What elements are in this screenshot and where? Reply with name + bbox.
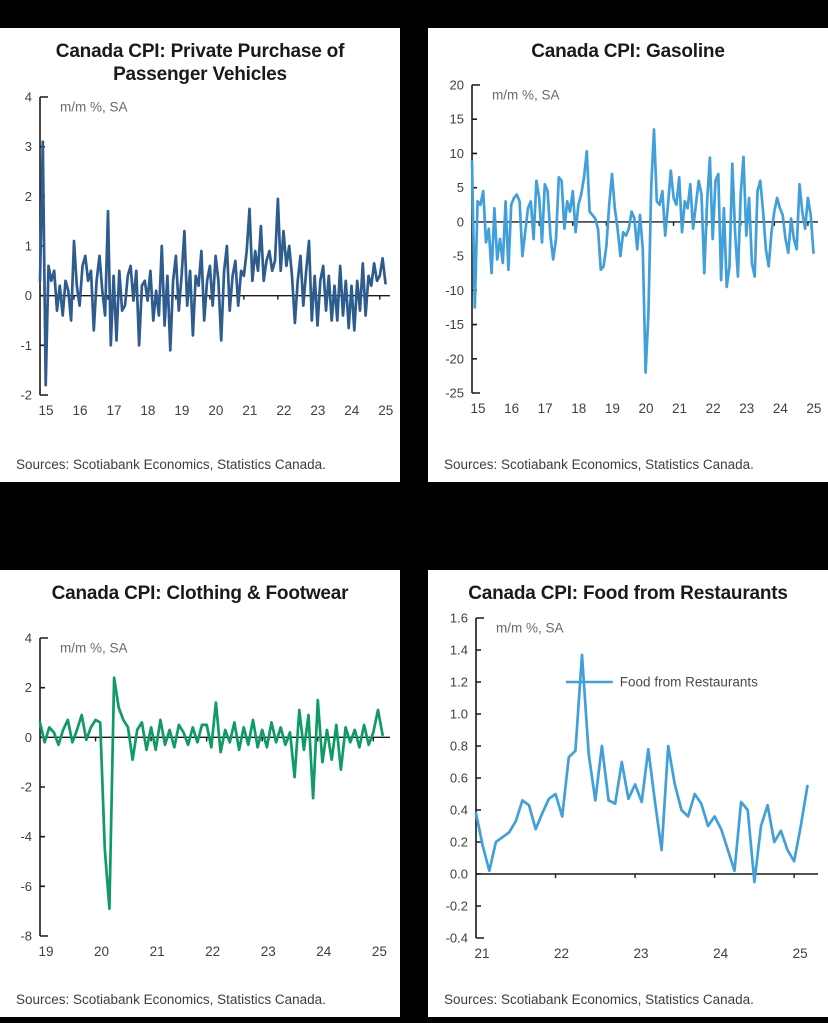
svg-text:-0.2: -0.2 <box>445 898 468 914</box>
svg-text:18: 18 <box>571 401 587 416</box>
svg-text:24: 24 <box>713 946 729 961</box>
svg-text:-25: -25 <box>445 385 464 401</box>
svg-text:20: 20 <box>208 403 224 418</box>
passenger-vehicles-line-chart <box>0 28 400 482</box>
svg-text:1: 1 <box>24 238 32 254</box>
sources-note: Sources: Scotiabank Economics, Statistics Canada. <box>16 992 326 1007</box>
sources-note: Sources: Scotiabank Economics, Statistics Canada. <box>16 457 326 472</box>
svg-text:-10: -10 <box>445 282 464 298</box>
svg-text:1.4: 1.4 <box>449 642 468 658</box>
sources-note: Sources: Scotiabank Economics, Statistics Canada. <box>444 457 754 472</box>
chart-title: Canada CPI: Clothing & Footwear <box>51 583 349 604</box>
svg-text:3: 3 <box>24 139 32 155</box>
svg-text:25: 25 <box>806 401 822 416</box>
chart-title: Canada CPI: Private Purchase of Passenger Vehicles <box>55 41 345 86</box>
svg-text:21: 21 <box>672 401 688 416</box>
svg-text:2: 2 <box>24 188 32 204</box>
svg-text:2: 2 <box>24 680 32 696</box>
svg-text:20: 20 <box>94 944 110 959</box>
svg-text:23: 23 <box>310 403 326 418</box>
svg-text:1.2: 1.2 <box>449 674 468 690</box>
svg-text:25: 25 <box>371 944 387 959</box>
svg-text:23: 23 <box>260 944 276 959</box>
svg-text:m/m %, SA: m/m %, SA <box>496 620 564 636</box>
svg-text:18: 18 <box>140 403 156 418</box>
svg-text:-5: -5 <box>452 248 464 264</box>
food-restaurants-line-chart <box>428 570 828 1017</box>
svg-text:22: 22 <box>705 401 721 416</box>
svg-text:m/m %, SA: m/m %, SA <box>492 87 560 103</box>
svg-text:0.8: 0.8 <box>449 738 468 754</box>
svg-text:-15: -15 <box>445 317 464 333</box>
svg-text:25: 25 <box>378 403 394 418</box>
svg-text:19: 19 <box>174 403 190 418</box>
svg-text:22: 22 <box>276 403 292 418</box>
svg-text:1.0: 1.0 <box>449 706 468 722</box>
svg-text:15: 15 <box>38 403 54 418</box>
svg-text:21: 21 <box>474 946 490 961</box>
svg-text:22: 22 <box>554 946 570 961</box>
svg-text:15: 15 <box>449 111 464 127</box>
svg-text:24: 24 <box>772 401 788 416</box>
svg-text:4: 4 <box>24 89 32 105</box>
gasoline-line-chart <box>428 28 828 482</box>
svg-text:4: 4 <box>24 630 32 646</box>
chart-title: Canada CPI: Food from Restaurants <box>468 583 788 604</box>
chart-panel-clothing-footwear <box>0 570 400 1017</box>
svg-text:-8: -8 <box>20 928 32 944</box>
svg-text:-6: -6 <box>20 878 32 894</box>
svg-text:0.0: 0.0 <box>449 866 468 882</box>
svg-text:m/m %, SA: m/m %, SA <box>60 640 128 656</box>
svg-text:15: 15 <box>470 401 486 416</box>
svg-text:0.2: 0.2 <box>449 834 468 850</box>
svg-text:20: 20 <box>638 401 654 416</box>
svg-text:-2: -2 <box>20 779 32 795</box>
svg-text:0: 0 <box>456 214 464 230</box>
svg-text:Food from Restaurants: Food from Restaurants <box>619 674 758 690</box>
svg-text:0.6: 0.6 <box>449 770 468 786</box>
clothing-footwear-line-chart <box>0 570 400 1017</box>
svg-text:19: 19 <box>604 401 620 416</box>
svg-text:17: 17 <box>537 401 553 416</box>
svg-text:20: 20 <box>449 77 464 93</box>
svg-text:16: 16 <box>504 401 520 416</box>
svg-text:21: 21 <box>242 403 258 418</box>
svg-text:19: 19 <box>38 944 54 959</box>
chart-panel-food-restaurants <box>428 570 828 1017</box>
svg-text:0: 0 <box>24 729 32 745</box>
svg-text:1.6: 1.6 <box>449 610 468 626</box>
chart-panel-passenger-vehicles <box>0 28 400 482</box>
chart-panel-gasoline <box>428 28 828 482</box>
svg-text:m/m %, SA: m/m %, SA <box>60 99 128 115</box>
svg-text:0.4: 0.4 <box>449 802 468 818</box>
svg-text:-4: -4 <box>20 829 32 845</box>
svg-text:25: 25 <box>792 946 808 961</box>
svg-text:-2: -2 <box>20 387 32 403</box>
svg-text:21: 21 <box>149 944 165 959</box>
svg-text:24: 24 <box>316 944 332 959</box>
svg-text:22: 22 <box>205 944 221 959</box>
svg-text:17: 17 <box>106 403 122 418</box>
svg-text:23: 23 <box>739 401 755 416</box>
chart-title: Canada CPI: Gasoline <box>531 41 725 62</box>
svg-text:-20: -20 <box>445 351 464 367</box>
svg-text:16: 16 <box>72 403 88 418</box>
svg-text:-1: -1 <box>20 337 32 353</box>
svg-text:-0.4: -0.4 <box>445 930 468 946</box>
svg-text:24: 24 <box>344 403 360 418</box>
sources-note: Sources: Scotiabank Economics, Statistics Canada. <box>444 992 754 1007</box>
svg-text:10: 10 <box>449 145 464 161</box>
svg-text:5: 5 <box>456 180 464 196</box>
svg-text:0: 0 <box>24 288 32 304</box>
svg-text:23: 23 <box>633 946 649 961</box>
